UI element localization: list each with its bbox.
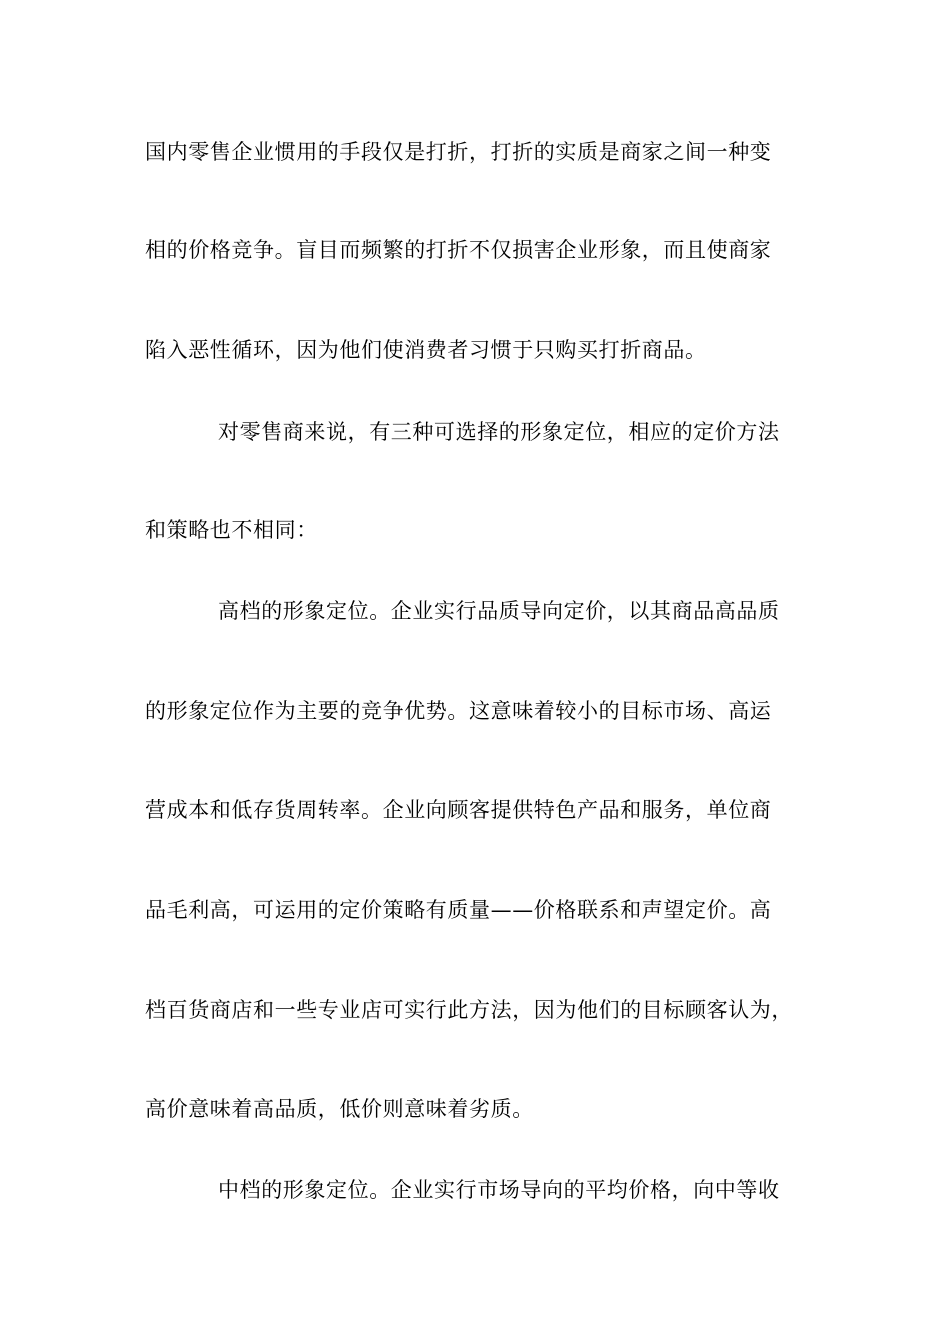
text-line-10: 档百货商店和一些专业店可实行此方法，因为他们的目标顾客认为， [145,998,793,1022]
text-line-5: 和策略也不相同： [145,518,318,542]
text-line-6: 高档的形象定位。企业实行品质导向定价，以其商品高品质 [218,599,780,623]
text-line-11: 高价意味着高品质，低价则意味着劣质。 [145,1097,534,1121]
text-line-1: 国内零售企业惯用的手段仅是打折，打折的实质是商家之间一种变 [145,140,772,164]
text-line-9: 品毛利高，可运用的定价策略有质量——价格联系和声望定价。高 [145,898,772,922]
text-line-2: 相的价格竞争。盲目而频繁的打折不仅损害企业形象，而且使商家 [145,238,772,262]
text-line-7: 的形象定位作为主要的竞争优势。这意味着较小的目标市场、高运 [145,699,772,723]
text-line-3: 陷入恶性循环，因为他们使消费者习惯于只购买打折商品。 [145,338,707,362]
text-line-8: 营成本和低存货周转率。企业向顾客提供特色产品和服务，单位商 [145,798,772,822]
text-line-4: 对零售商来说，有三种可选择的形象定位，相应的定价方法 [218,420,780,444]
text-line-12: 中档的形象定位。企业实行市场导向的平均价格，向中等收 [218,1178,780,1202]
